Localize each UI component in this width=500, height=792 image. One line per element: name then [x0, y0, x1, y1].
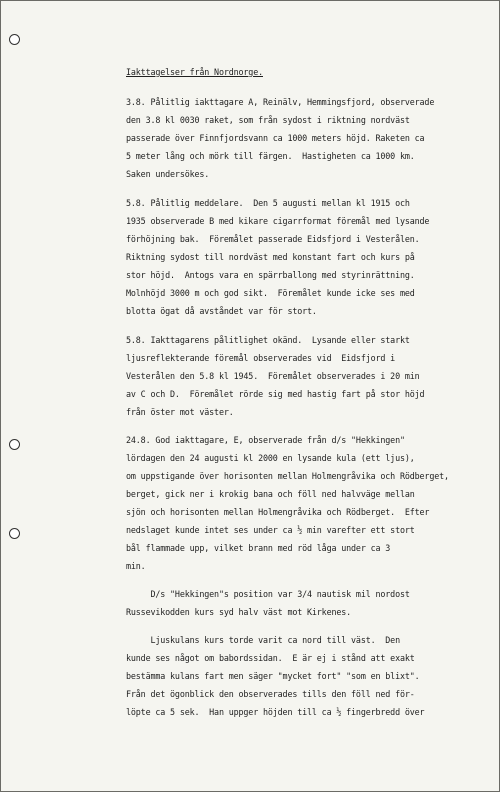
text-line: den 3.8 kl 0030 raket, som från sydost i riktning nordväst — [126, 115, 410, 125]
text-line: av C och D. Föremålet rörde sig med hastig fart på stor höjd — [126, 389, 425, 399]
text-line: 5.8. Iakttagarens pålitlighet okänd. Lysande eller starkt — [126, 335, 410, 345]
text-line: Molnhöjd 3000 m och god sikt. Föremålet kunde icke ses med — [126, 288, 415, 298]
text-line: om uppstigande över horisonten mellan Holmengråvika och Rödberget, — [126, 471, 449, 481]
text-line: Från det ögonblick den observerades tills den föll ned för- — [126, 689, 415, 699]
text-line: D/s "Hekkingen"s position var 3/4 nautisk mil nordost — [126, 589, 410, 599]
punch-hole — [9, 34, 20, 45]
text-line: löpte ca 5 sek. Han uppger höjden till ca ½ fingerbredd över — [126, 707, 425, 717]
text-line: förhöjning bak. Föremålet passerade Eidsfjord i Vesterålen. — [126, 234, 420, 244]
document-title: Iakttagelser från Nordnorge. — [126, 67, 263, 77]
text-line: nedslaget kunde intet ses under ca ½ min varefter ett stort — [126, 525, 415, 535]
text-line: blotta ögat då avståndet var för stort. — [126, 306, 317, 316]
text-line: 3.8. Pålitlig iakttagare A, Reinälv, Hemmingsfjord, observerade — [126, 97, 435, 107]
text-line: bestämma kulans fart men säger "mycket fort" "som en blixt". — [126, 671, 420, 681]
text-line: passerade över Finnfjordsvann ca 1000 meters höjd. Raketen ca — [126, 133, 425, 143]
text-line: från öster mot väster. — [126, 407, 234, 417]
punch-hole — [9, 439, 20, 450]
text-line: Ljuskulans kurs torde varit ca nord till väst. Den — [126, 635, 400, 645]
text-line: 24.8. God iakttagare, E, observerade från d/s "Hekkingen" — [126, 435, 405, 445]
punch-hole — [9, 528, 20, 539]
text-line: kunde ses något om babordssidan. E är ej i stånd att exakt — [126, 653, 415, 663]
text-line: Riktning sydost till nordväst med konstant fart och kurs på — [126, 252, 415, 262]
text-line: ljusreflekterande föremål observerades vid Eidsfjord i — [126, 353, 396, 363]
text-line: 1935 observerade B med kikare cigarrformat föremål med lysande — [126, 216, 430, 226]
text-line: min. — [126, 561, 146, 571]
text-line: stor höjd. Antogs vara en spärrballong med styrinrättning. — [126, 270, 415, 280]
text-line: Russevikodden kurs syd halv väst mot Kirkenes. — [126, 607, 352, 617]
text-line: lördagen den 24 augusti kl 2000 en lysande kula (ett ljus), — [126, 453, 415, 463]
text-line: 5.8. Pålitlig meddelare. Den 5 augusti mellan kl 1915 och — [126, 198, 410, 208]
text-line: 5 meter lång och mörk till färgen. Hastigheten ca 1000 km. — [126, 151, 415, 161]
text-line: Vesterålen den 5.8 kl 1945. Föremålet observerades i 20 min — [126, 371, 420, 381]
text-line: Saken undersökes. — [126, 169, 210, 179]
text-line: sjön och horisonten mellan Holmengråvika och Rödberget. Efter — [126, 507, 430, 517]
text-line: berget, gick ner i krokig bana och föll ned halvväge mellan — [126, 489, 415, 499]
text-line: bål flammade upp, vilket brann med röd låga under ca 3 — [126, 543, 391, 553]
